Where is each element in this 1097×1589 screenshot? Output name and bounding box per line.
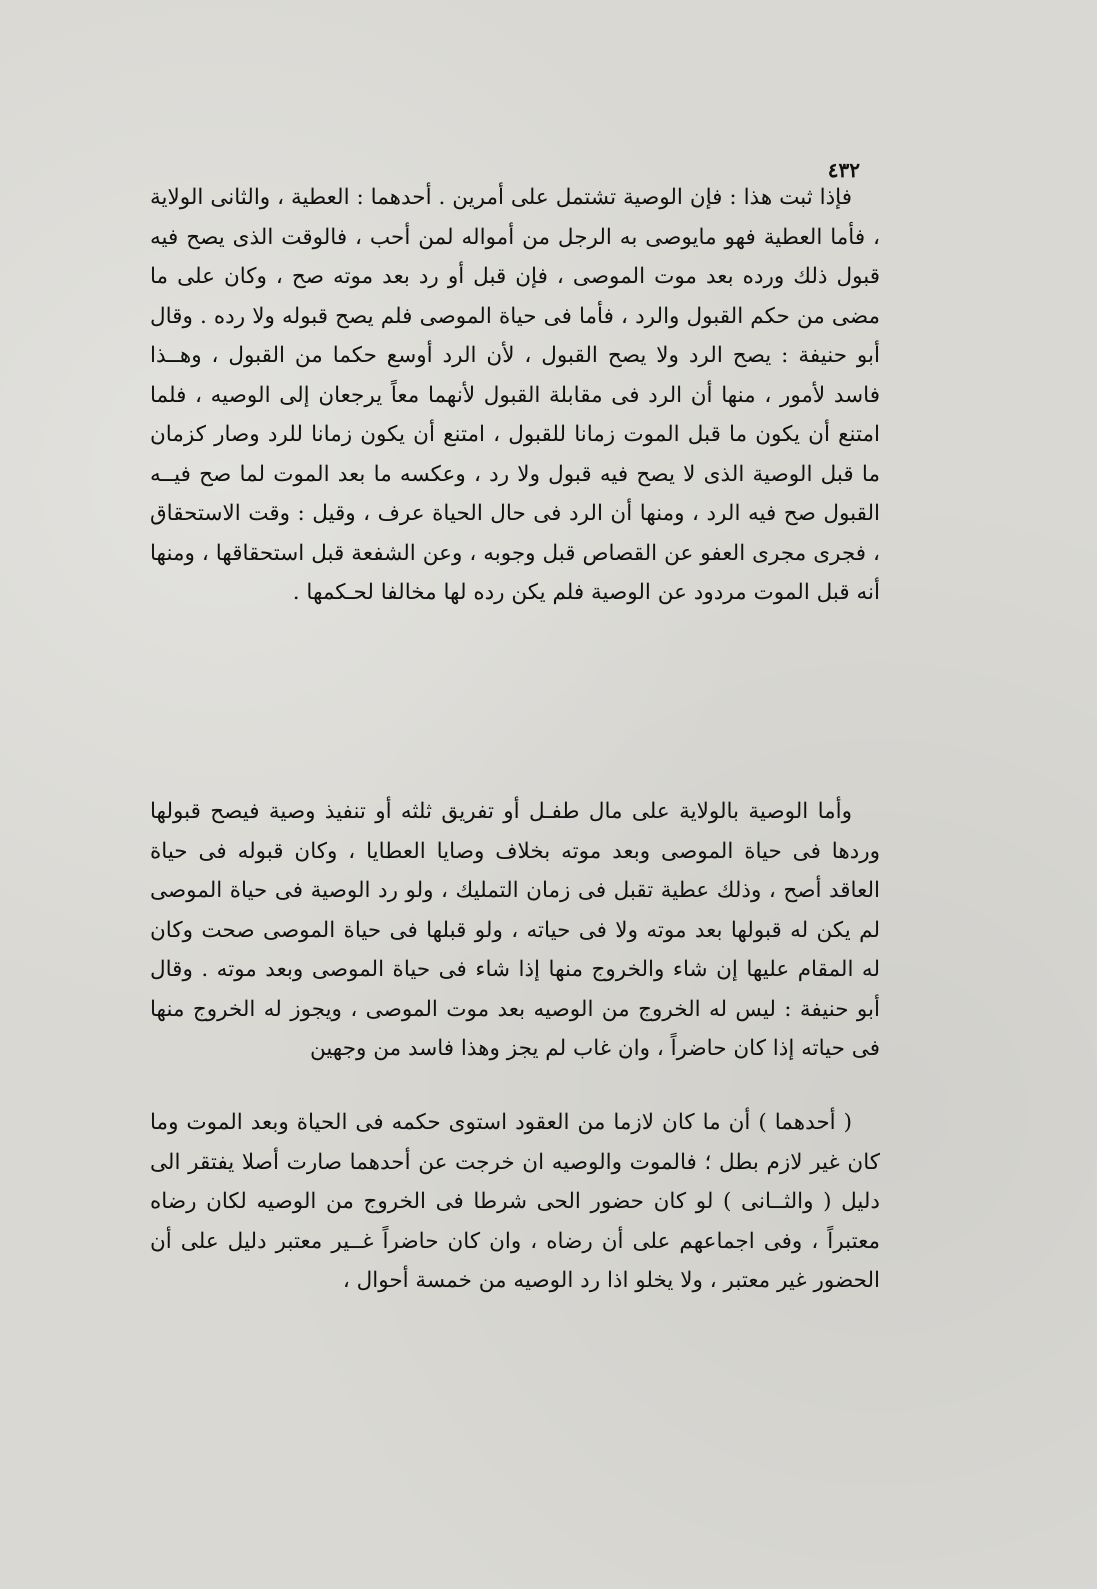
- paragraph-3-block: [150, 1103, 880, 1301]
- page-number: ٤٣٢: [827, 158, 860, 182]
- paragraph: وأما الوصية بالولاية على مال طفـل أو تفريق ثلثه أو تنفيذ وصية فيصح قبولها وردها فى حياة الموصى وبعد موته بخلاف وصايا العطايا ، وكان قبوله فى حياة العاقد أصح ، وذلك عطية تقبل فى زمان التمليك ، ولو رد الوصية فى حياة الموصى لم يكن له قبولها بعد موته ولا فى حياته ، ولو قبلها فى حياة الموصى صحت وكان له المقام عليها إن شاء والخروج منها إذا شاء فى حياة الموصى وبعد موته . وقال أبو حنيفة : ليس له الخروج من الوصيه بعد موت الموصى ، ويجوز له الخروج منها فى حياته إذا كان حاضراً ، وان غاب لم يجز وهذا فاسد من وجهين: [150, 799, 881, 1061]
- paragraph-2-block: [150, 792, 880, 1069]
- paragraph: ( أحدهما ) أن ما كان لازما من العقود استوى حكمه فى الحياة وبعد الموت وما كان غير لازم بطل ؛ فالموت والوصيه ان خرجت عن أحدهما صارت أصلا يفتقر الى دليل ( والثــانى ) لو كان حضور الحى شرطا فى الخروج من الوصيه لكان رضاه معتبراً ، وفى اجماعهم على أن رضاه ، وان كان حاضراً غــير معتبر دليل على أن الحضور غير معتبر ، ولا يخلو اذا رد الوصيه من خمسة أحوال ،: [150, 1110, 880, 1293]
- paragraph: فإذا ثبت هذا : فإن الوصية تشتمل على أمرين . أحدهما : العطية ، والثانى الولاية ، فأما العطية فهو مايوصى به الرجل من أمواله لمن أحب ، فالوقت الذى يصح فيه قبول ذلك ورده بعد موت الموصى ، فإن قبل أو رد بعد موته صح ، وكان على ما مضى من حكم القبول والرد ، فأما فى حياة الموصى فلم يصح قبوله ولا رده . وقال أبو حنيفة : يصح الرد ولا يصح القبول ، لأن الرد أوسع حكما من القبول ، وهــذا فاسد لأمور ، منها أن الرد فى مقابلة القبول لأنهما معاً يرجعان إلى الوصيه ، فلما امتنع أن يكون ما قبل الموت زمانا للقبول ، امتنع أن يكون زمانا للرد وصار كزمان ما قبل الوصية الذى لا يصح فيه قبول ولا رد ، وعكسه ما بعد الموت لما صح فيــه القبول صح فيه الرد ، ومنها أن الرد فى حال الحياة عرف ، وقيل : وقت الاستحقاق ، فجرى مجرى العفو عن القصاص قبل وجوبه ، وعن الشفعة قبل استحقاقها ، ومنها أنه قبل الموت مردود عن الوصية فلم يكن رده لها مخالفا لحـكمها .: [150, 185, 880, 605]
- paragraph-1-block: [150, 178, 880, 613]
